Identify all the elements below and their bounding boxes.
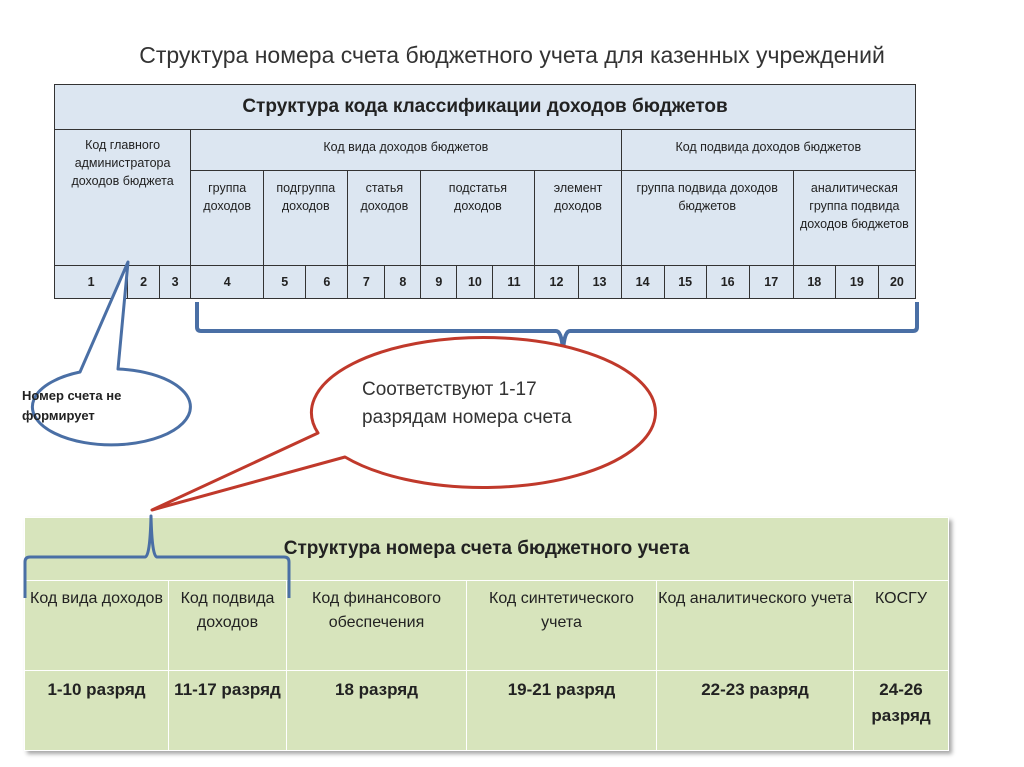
column-header: Код аналитического учета <box>657 581 854 671</box>
column-header: Код синтетического учета <box>467 581 657 671</box>
digit-cell: 9 <box>421 266 457 299</box>
column-header: Код вида доходов <box>25 581 169 671</box>
digit-cell: 16 <box>706 266 749 299</box>
digit-cell: 3 <box>160 266 191 299</box>
digit-cell: 7 <box>348 266 385 299</box>
digit-cell: 12 <box>535 266 578 299</box>
column-header: КОСГУ <box>854 581 949 671</box>
analytic-group-header: аналитическая группа подвида доходов бюджетов <box>793 171 915 266</box>
digit-cell: 15 <box>664 266 706 299</box>
digit-range-cell: 24-26 разряд <box>854 671 949 751</box>
top-table-title: Структура кода классификации доходов бюджетов <box>55 85 916 130</box>
digit-cell: 8 <box>385 266 421 299</box>
subgroup-header: подгруппа доходов <box>264 171 348 266</box>
bottom-bracket <box>25 516 289 598</box>
digit-range-cell: 18 разряд <box>287 671 467 751</box>
digit-cell: 13 <box>578 266 621 299</box>
digit-cell: 4 <box>191 266 264 299</box>
subarticle-header: подстатья доходов <box>421 171 535 266</box>
digit-cell: 2 <box>128 266 160 299</box>
digit-cell: 1 <box>55 266 128 299</box>
subtype-group-header: группа подвида доходов бюджетов <box>621 171 793 266</box>
bottom-table-title: Структура номера счета бюджетного учета <box>25 518 949 581</box>
digit-cell: 18 <box>793 266 835 299</box>
group-header: группа доходов <box>191 171 264 266</box>
page-title: Структура номера счета бюджетного учета для казенных учреждений <box>139 42 885 68</box>
column-header: Код финансового обеспечения <box>287 581 467 671</box>
digit-cell: 10 <box>457 266 493 299</box>
left-callout-text: Номер счета не формирует <box>22 388 122 423</box>
digit-range-cell: 19-21 разряд <box>467 671 657 751</box>
digit-cell: 17 <box>749 266 793 299</box>
digit-cell: 19 <box>835 266 878 299</box>
digit-cell: 14 <box>621 266 664 299</box>
income-subtype-header: Код подвида доходов бюджетов <box>621 130 915 171</box>
column-header: Код подвида доходов <box>169 581 287 671</box>
digit-range-cell: 11-17 разряд <box>169 671 287 751</box>
digit-cell: 20 <box>878 266 915 299</box>
income-type-header: Код вида доходов бюджетов <box>191 130 621 171</box>
element-header: элемент доходов <box>535 171 621 266</box>
digit-range-cell: 1-10 разряд <box>25 671 169 751</box>
digit-cell: 11 <box>493 266 535 299</box>
center-callout-text: Соответствуют 1-17 разрядам номера счета <box>362 379 572 428</box>
digit-range-cell: 22-23 разряд <box>657 671 854 751</box>
digit-cell: 5 <box>264 266 306 299</box>
digit-cell: 6 <box>306 266 348 299</box>
admin-code-header: Код главного администратора доходов бюджета <box>55 130 191 266</box>
article-header: статья доходов <box>348 171 421 266</box>
